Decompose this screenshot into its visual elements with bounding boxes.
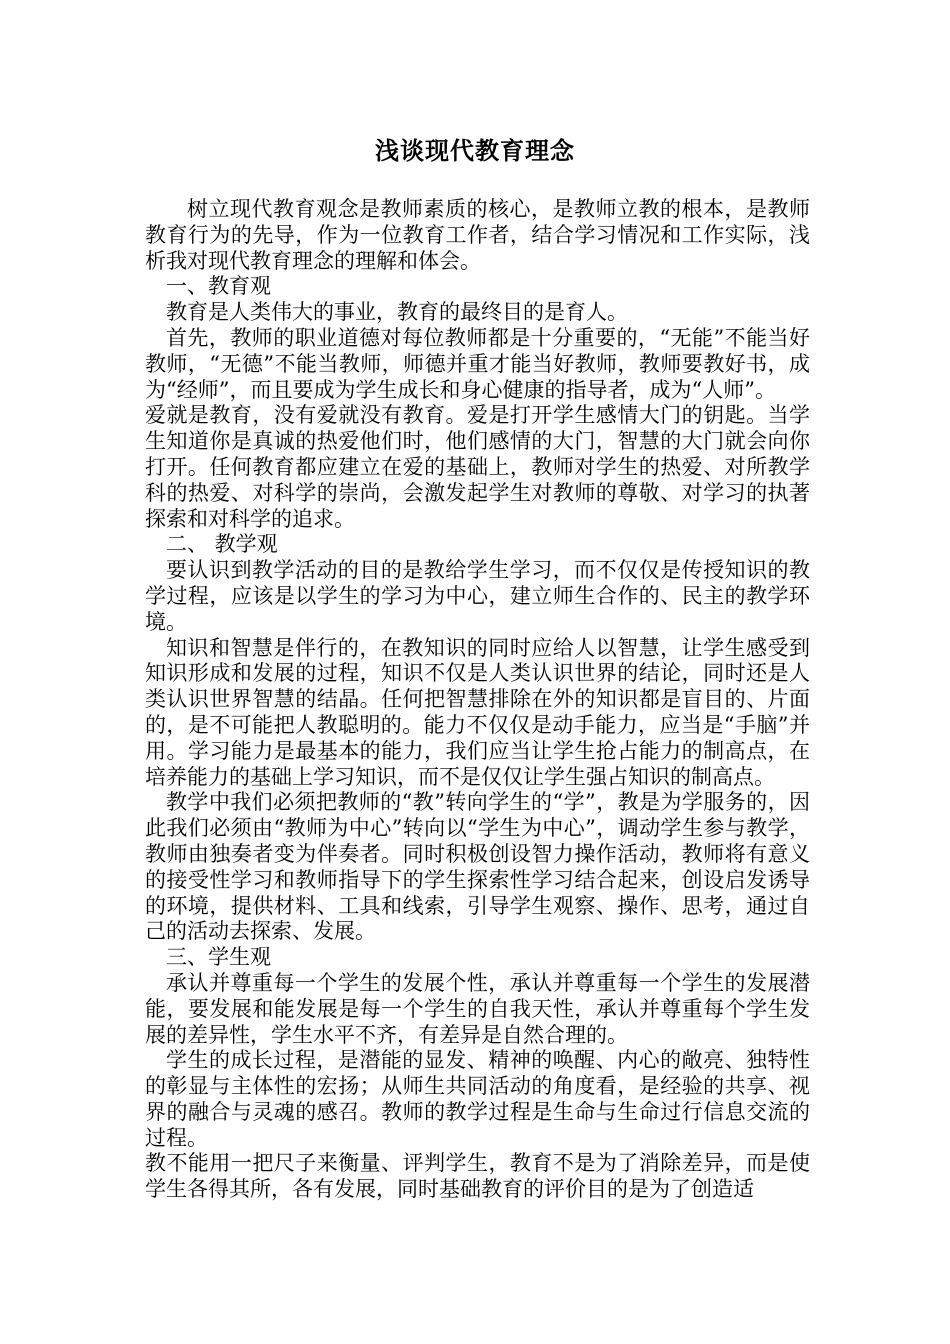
paragraph: 教学中我们必须把教师的“教”转向学生的“学”，教是为学服务的，因此我们必须由“教师为中心”转向以“学生为中心”，调动学生参与教学，教师由独奏者变为伴奏者。同时积极创设智力操作活动，教师将有意义的接受性学习和教师指导下的学生探索性学习结合起来，创设启发诱导的环境，提供材料、工具和线索，引导学生观察、操作、思考，通过自己的活动去探索、发展。 (145, 790, 810, 944)
paragraph: 承认并尊重每一个学生的发展个性，承认并尊重每一个学生的发展潜能，要发展和能发展是每一个学生的自我天性，承认并尊重每个学生发展的差异性，学生水平不齐，有差异是自然合理的。 (145, 970, 810, 1047)
document-title: 浅谈现代教育理念 (375, 136, 575, 165)
document-body (145, 197, 810, 1203)
intro-paragraph: 树立现代教育观念是教师素质的核心，是教师立教的根本，是教师教育行为的先导，作为一位教育工作者，结合学习情况和工作实际，浅析我对现代教育理念的理解和体会。 (145, 197, 810, 273)
paragraph: 首先，教师的职业道德对每位教师都是十分重要的，“无能”不能当好教师，“无德”不能当教师，师德并重才能当好教师，教师要教好书，成为“经师”，而且要成为学生成长和身心健康的指导者，成为“人师”。 (145, 325, 810, 402)
paragraph: 知识和智慧是伴行的，在教知识的同时应给人以智慧，让学生感受到知识形成和发展的过程，知识不仅是人类认识世界的结论，同时还是人类认识世界智慧的结晶。任何把智慧排除在外的知识都是盲目的、片面的，是不可能把人教聪明的。能力不仅仅是动手能力，应当是“手脑”并用。学习能力是最基本的能力，我们应当让学生抢占能力的制高点，在培养能力的基础上学习知识，而不是仅仅让学生强占知识的制高点。 (145, 635, 810, 789)
paragraph: 学生的成长过程，是潜能的显发、精神的唤醒、内心的敞亮、独特性的彰显与主体性的宏扬；从师生共同活动的角度看，是经验的共享、视界的融合与灵魂的感召。教师的教学过程是生命与生命过行信息交流的过程。 (145, 1048, 810, 1150)
paragraph: 教育是人类伟大的事业，教育的最终目的是育人。 (166, 300, 628, 325)
paragraph: 要认识到教学活动的目的是教给学生学习，而不仅仅是传授知识的教学过程，应该是以学生的学习为中心，建立师生合作的、民主的教学环境。 (145, 558, 810, 634)
section-heading-education-view: 一、教育观 (166, 274, 271, 299)
section-heading-student-view: 三、学生观 (166, 945, 271, 970)
paragraph: 爱就是教育，没有爱就没有教育。爱是打开学生感情大门的钥匙。当学生知道你是真诚的热爱他们时，他们感情的大门，智慧的大门就会向你打开。任何教育都应建立在爱的基础上，教师对学生的热爱、对所教学科的热爱、对科学的崇尚，会激发起学生对教师的尊敬、对学习的执著探索和对科学的追求。 (145, 403, 810, 531)
paragraph: 教不能用一把尺子来衡量、评判学生，教育不是为了消除差异，而是使学生各得其所，各有发展，同时基础教育的评价目的是为了创造适 (145, 1151, 810, 1202)
section-heading-teaching-view: 二、 教学观 (166, 532, 278, 557)
